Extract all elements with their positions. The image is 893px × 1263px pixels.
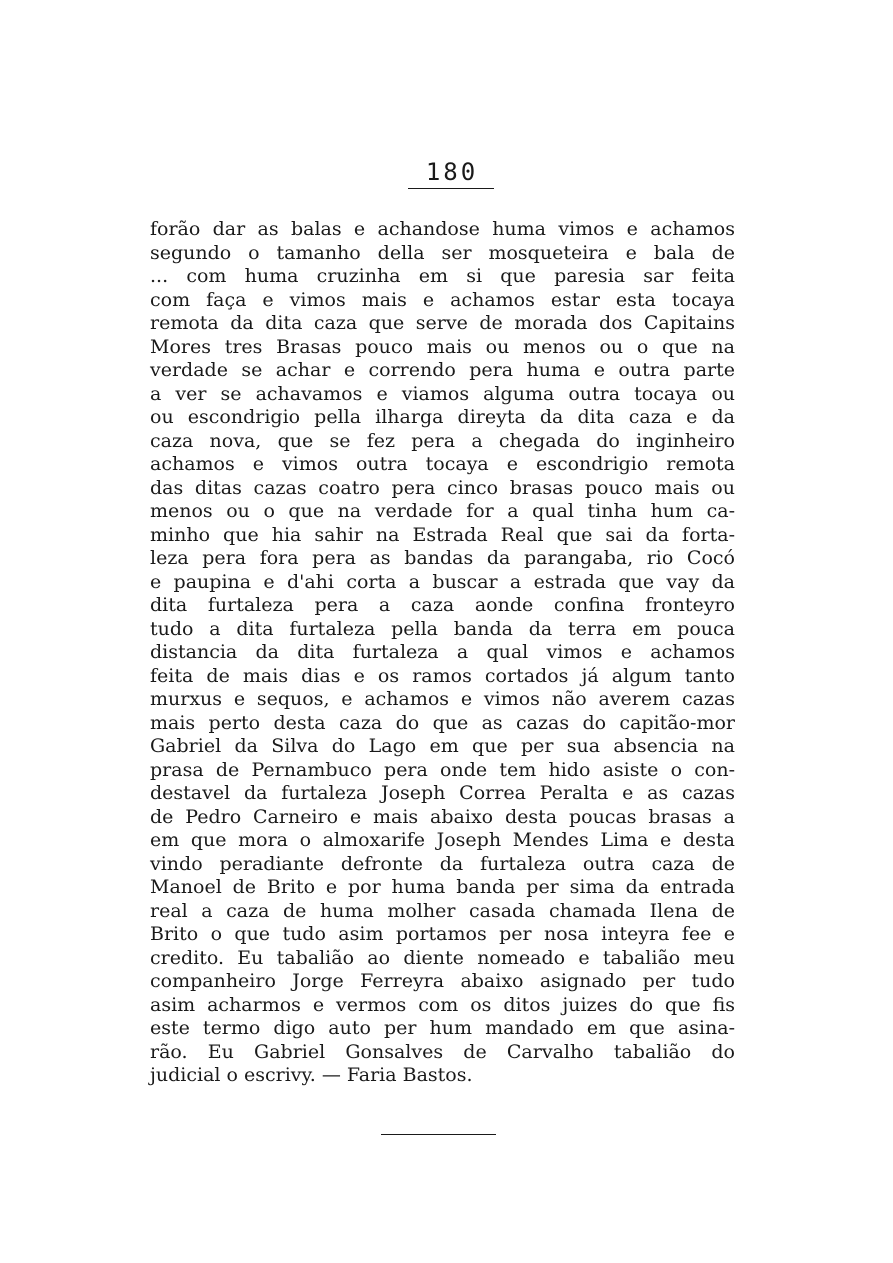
text-line: de Pedro Carneiro e mais abaixo desta poucas brasas a <box>150 805 735 828</box>
text-line: judicial o escrivy. — Faria Bastos. <box>150 1064 473 1086</box>
text-line: ... com huma cruzinha em si que paresia sar feita <box>150 265 735 287</box>
text-line: vindo peradiante defronte da furtaleza outra caza de <box>150 852 735 875</box>
text-line: ou escondrigio pella ilharga direyta da dita caza e da <box>150 406 735 428</box>
text-line: asim acharmos e vermos com os ditos juizes do que fis <box>150 993 735 1016</box>
text-line: tudo a dita furtaleza pella banda da terra em pouca <box>150 617 735 640</box>
text-line: dita furtaleza pera a caza aonde confina fronteyro <box>150 594 735 616</box>
page-number: 180 <box>425 158 479 186</box>
body-text <box>150 218 735 1088</box>
end-rule <box>381 1134 496 1135</box>
text-line: rão. Eu Gabriel Gonsalves de Carvalho tabalião do <box>150 1040 735 1063</box>
text-line: com faça e vimos mais e achamos estar esta tocaya <box>150 288 735 311</box>
text-line: mais perto desta caza do que as cazas do capitão-mor <box>150 711 735 734</box>
text-line: Gabriel da Silva do Lago em que per sua absencia na <box>150 735 735 757</box>
text-line: Manoel de Brito e por huma banda per sima da entrada <box>150 876 735 898</box>
text-line: prasa de Pernambuco pera onde tem hido asiste o con- <box>150 758 735 781</box>
text-line: a ver se achavamos e viamos alguma outra tocaya ou <box>150 382 735 405</box>
text-line: caza nova, que se fez pera a chegada do inginheiro <box>150 429 735 452</box>
text-line: este termo digo auto per hum mandado em que asina- <box>150 1017 735 1039</box>
text-line: em que mora o almoxarife Joseph Mendes Lima e desta <box>150 829 735 851</box>
text-line: forão dar as balas e achandose huma vimos e achamos <box>150 218 735 240</box>
page-number-underline <box>408 188 494 189</box>
text-line: murxus e sequos, e achamos e vimos não averem cazas <box>150 688 735 710</box>
text-line: e paupina e d'ahi corta a buscar a estrada que vay da <box>150 570 735 593</box>
text-line: distancia da dita furtaleza a qual vimos e achamos <box>150 641 735 663</box>
text-line: leza pera fora pera as bandas da parangaba, rio Cocó <box>150 547 735 569</box>
text-line: remota da dita caza que serve de morada dos Capitains <box>150 312 735 334</box>
text-line: menos ou o que na verdade for a qual tinha hum ca- <box>150 500 735 522</box>
text-line: das ditas cazas coatro pera cinco brasas pouco mais ou <box>150 476 735 499</box>
text-line: real a caza de huma molher casada chamada Ilena de <box>150 899 735 922</box>
text-line: minho que hia sahir na Estrada Real que sai da forta- <box>150 523 735 546</box>
text-line: Mores tres Brasas pouco mais ou menos ou o que na <box>150 335 735 358</box>
text-line: companheiro Jorge Ferreyra abaixo asignado per tudo <box>150 970 735 992</box>
text-line: achamos e vimos outra tocaya e escondrigio remota <box>150 453 735 475</box>
text-line: credito. Eu tabalião ao diente nomeado e tabalião meu <box>150 946 735 969</box>
text-line: destavel da furtaleza Joseph Correa Peralta e as cazas <box>150 782 735 804</box>
text-line: verdade se achar e correndo pera huma e outra parte <box>150 359 735 381</box>
text-line: feita de mais dias e os ramos cortados já algum tanto <box>150 664 735 687</box>
text-line: Brito o que tudo asim portamos per nosa inteyra fee e <box>150 923 735 945</box>
text-line: segundo o tamanho della ser mosqueteira e bala de <box>150 241 735 264</box>
